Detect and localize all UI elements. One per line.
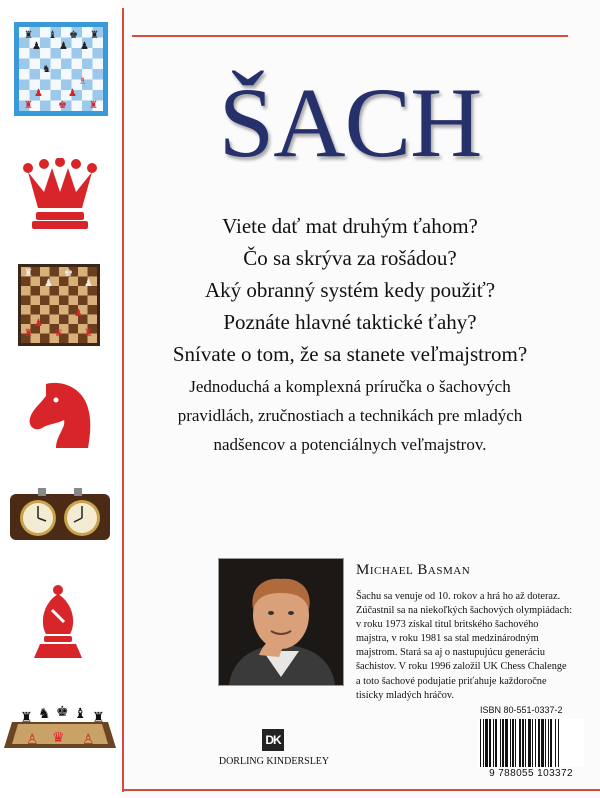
svg-text:♛: ♛: [54, 328, 63, 339]
svg-text:♚: ♚: [58, 100, 67, 111]
top-rule: [132, 35, 568, 37]
bottom-rule: [124, 789, 600, 791]
barcode-digits: 9 788055 103372: [489, 768, 573, 779]
icon-sidebar: [0, 0, 120, 798]
svg-text:♟: ♟: [68, 88, 77, 99]
author-bio: [356, 590, 581, 703]
svg-text:♜: ♜: [24, 328, 33, 339]
author-photo: [218, 558, 344, 686]
bio-line: Zúčastnil sa na niekoľkých šachových olympiádach:: [356, 605, 573, 617]
question-line: Aký obranný systém kedy použiť?: [204, 278, 496, 302]
isbn-label: ISBN 80-551-0337-2: [480, 705, 563, 715]
svg-text:♛: ♛: [52, 730, 65, 746]
svg-text:♟: ♟: [32, 41, 41, 52]
bio-line: majstra, v roku 1981 sa stal medzinárodným: [356, 633, 539, 645]
svg-text:♜: ♜: [24, 268, 33, 279]
svg-text:♟: ♟: [80, 41, 89, 52]
svg-text:♚: ♚: [56, 704, 69, 720]
chess-set-icon: [4, 682, 116, 754]
svg-text:♜: ♜: [20, 710, 33, 726]
svg-text:♝: ♝: [48, 30, 57, 41]
chessboard-diagram-icon: [14, 22, 108, 116]
author-name: Michael Basman: [356, 562, 471, 578]
question-line: Viete dať mat druhým ťahom?: [222, 214, 478, 238]
svg-text:♞: ♞: [42, 64, 51, 75]
svg-text:♙: ♙: [82, 732, 95, 748]
svg-text:♜: ♜: [24, 30, 33, 41]
sidebar-divider: [122, 8, 124, 792]
book-description: [130, 372, 570, 459]
svg-text:♚: ♚: [69, 30, 78, 41]
bio-line: majstrom. Stará sa aj o nastupujúcu generáciu: [356, 647, 546, 659]
svg-text:♙: ♙: [26, 732, 39, 748]
description-line: Jednoduchá a komplexná príručka o šachových: [189, 377, 511, 396]
svg-text:♟: ♟: [34, 88, 43, 99]
bio-line: tisícky mladých hráčov.: [356, 689, 454, 701]
svg-text:♜: ♜: [24, 100, 33, 111]
svg-text:♝: ♝: [74, 706, 87, 722]
svg-text:♟: ♟: [34, 318, 43, 329]
description-line: pravidlách, zručnostiach a technikách pre mladých: [177, 406, 523, 425]
svg-text:♟: ♟: [59, 41, 68, 52]
description-line: nadšencov a potenciálnych veľmajstrov.: [213, 435, 487, 454]
question-line: Snívate o tom, že sa stanete veľmajstrom?: [172, 342, 528, 366]
svg-text:♜: ♜: [92, 710, 105, 726]
svg-text:♞: ♞: [38, 706, 51, 722]
bio-line: Šachu sa venuje od 10. rokov a hrá ho až doteraz.: [356, 591, 561, 602]
svg-text:♟: ♟: [74, 308, 83, 319]
knight-icon: [26, 378, 94, 450]
bio-line: a toto šachové podujatie priťahuje každoročne: [356, 675, 547, 687]
svg-text:♟: ♟: [44, 278, 53, 289]
svg-text:♜: ♜: [90, 30, 99, 41]
question-list: [130, 210, 570, 370]
chessboard-position-icon: [18, 264, 100, 346]
svg-text:♗: ♗: [78, 76, 87, 87]
queen-icon: [22, 158, 98, 230]
question-line: Čo sa skrýva za rošádou?: [243, 246, 457, 270]
svg-text:♚: ♚: [64, 268, 73, 279]
question-line: Poznáte hlavné taktické ťahy?: [223, 310, 477, 334]
svg-text:♜: ♜: [84, 328, 93, 339]
publisher-name: DORLING KINDERSLEY: [218, 756, 330, 767]
svg-text:♟: ♟: [84, 278, 93, 289]
chess-clock-icon: [8, 488, 112, 544]
barcode: [478, 719, 584, 767]
publisher-logo: DK: [262, 729, 284, 751]
bio-line: šachistov. V roku 1996 založil UK Chess Chalenge: [356, 661, 567, 673]
book-title: ŠACH: [218, 67, 482, 178]
svg-text:♜: ♜: [89, 100, 98, 111]
bio-line: v roku 1973 získal titul britského šachového: [356, 619, 539, 631]
bishop-icon: [30, 584, 86, 662]
